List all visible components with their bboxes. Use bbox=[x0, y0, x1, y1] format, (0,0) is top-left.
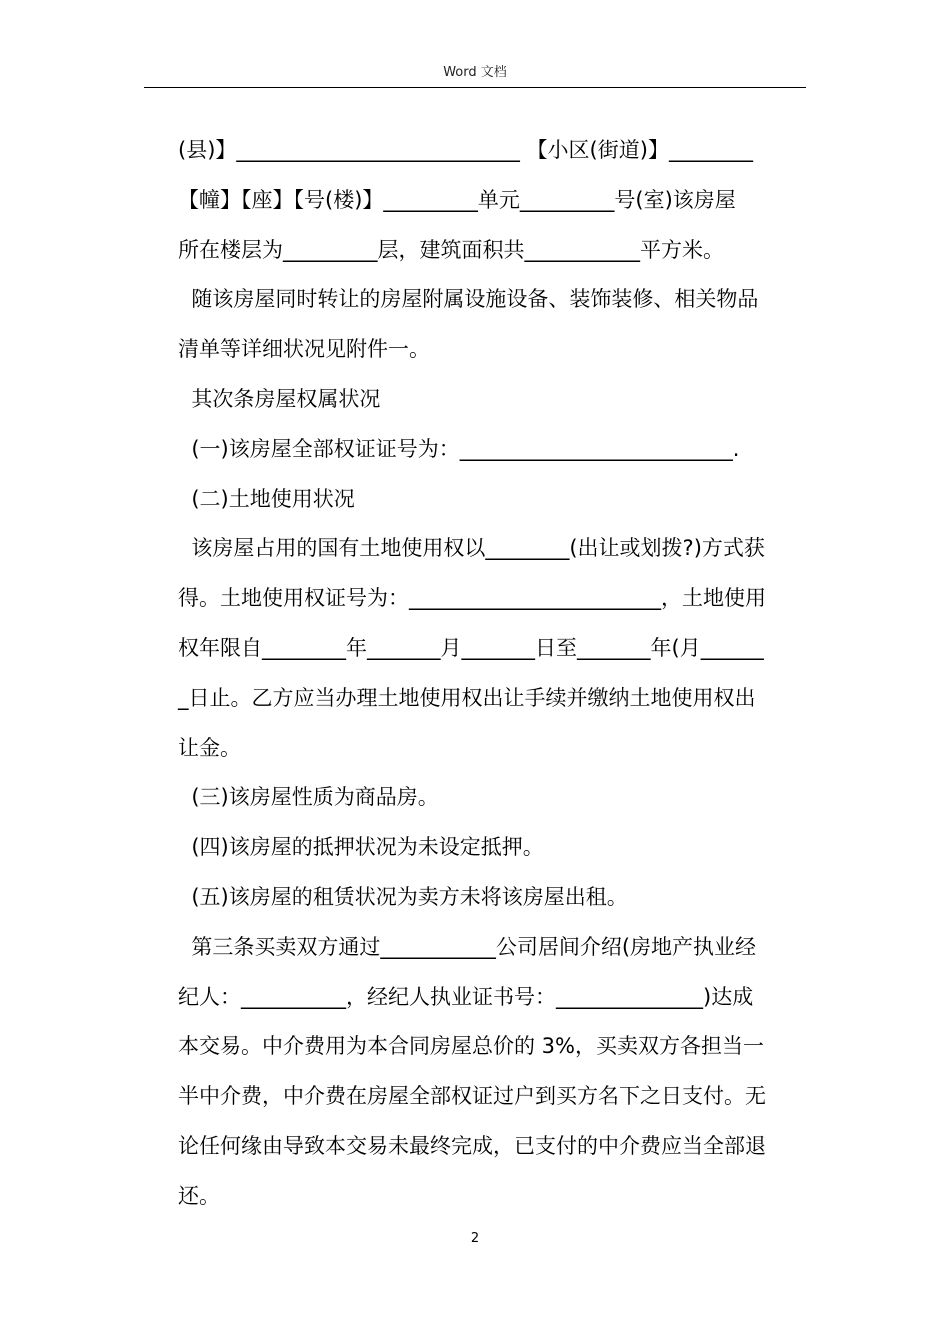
text-line: 本交易。中介费用为本合同房屋总价的 3%，买卖双方各担当一 bbox=[178, 1034, 764, 1059]
text-line: 半中介费，中介费在房屋全部权证过户到买方名下之日支付。无 bbox=[178, 1084, 766, 1109]
text-line: (四)该房屋的抵押状况为未设定抵押。 bbox=[178, 835, 544, 860]
text-line: 还。 bbox=[178, 1183, 220, 1208]
text-line: 【幢】【座】【号(楼)】_________单元_________号(室)该房屋 bbox=[178, 187, 736, 212]
header-divider bbox=[144, 87, 806, 88]
text-line: 清单等详细状况见附件一。 bbox=[178, 337, 430, 362]
text-line: 随该房屋同时转让的房屋附属设施设备、装饰装修、相关物品 bbox=[178, 287, 759, 312]
text-line: (县)】___________________________ 【小区(街道)】________ bbox=[178, 138, 753, 162]
page-number: 2 bbox=[470, 1231, 480, 1246]
text-line: 第三条买卖双方通过___________公司居间介绍(房地产执业经 bbox=[178, 934, 757, 959]
document-body bbox=[178, 126, 818, 1222]
text-line: _日止。乙方应当办理土地使用权出让手续并缴纳土地使用权出 bbox=[178, 685, 756, 710]
text-line: 该房屋占用的国有土地使用权以________(出让或划拨?)方式获 bbox=[178, 536, 765, 561]
text-line: 论任何缘由导致本交易未最终完成，已支付的中介费应当全部退 bbox=[178, 1133, 766, 1158]
text-line: (一)该房屋全部权证证号为：__________________________. bbox=[178, 436, 740, 461]
subsection-heading: (二)土地使用状况 bbox=[178, 486, 355, 511]
text-line: (五)该房屋的租赁状况为卖方未将该房屋出租。 bbox=[178, 884, 628, 909]
page-header: Word 文档 bbox=[443, 65, 507, 80]
section-heading: 其次条房屋权属状况 bbox=[178, 386, 381, 411]
text-line: 让金。 bbox=[178, 735, 241, 760]
text-line: (三)该房屋性质为商品房。 bbox=[178, 785, 439, 810]
text-line: 权年限自________年_______月_______日至_______年(月______ bbox=[178, 635, 764, 660]
text-line: 得。土地使用权证号为：________________________，土地使用 bbox=[178, 586, 766, 611]
text-line: 纪人：__________，经纪人执业证书号：______________)达成 bbox=[178, 984, 754, 1009]
text-line: 所在楼层为_________层，建筑面积共___________平方米。 bbox=[178, 237, 724, 262]
